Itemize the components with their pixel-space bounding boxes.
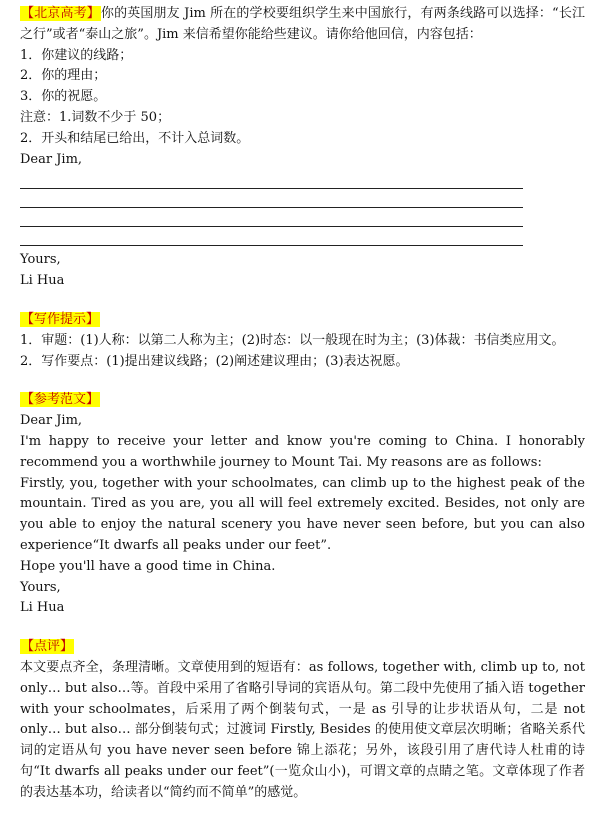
task-greeting: Dear Jim, xyxy=(20,151,83,167)
sample-paragraph-2: Firstly, you, together with your schoolmates, can climb up to the highest peak of the mountain. Tired as you are, you all will feel extremely excited. Besides, not only are you able to enjoy the natural scenery you have never seen before, but you can also experience“It dwarfs all peaks under our feet”. xyxy=(20,475,585,553)
review-heading xyxy=(20,637,585,658)
task-note: 注意：1.词数不少于 50； xyxy=(20,109,171,125)
task-point: 3．你的祝愿。 xyxy=(20,89,107,105)
section-gap xyxy=(20,372,585,390)
sample-greeting: Dear Jim, xyxy=(20,413,83,429)
answer-line xyxy=(20,189,523,208)
section-gap xyxy=(20,619,585,637)
task-source-tag: 【北京高考】 xyxy=(21,6,100,21)
sample-tag: 【参考范文】 xyxy=(21,392,100,408)
task-signature: Li Hua xyxy=(20,273,65,289)
sample-signature: Li Hua xyxy=(20,600,65,616)
answer-line xyxy=(20,170,523,189)
sample-essay xyxy=(20,390,585,619)
tips-tag: 【写作提示】 xyxy=(21,311,100,327)
review-tag: 【点评】 xyxy=(21,639,74,655)
sample-closing: Yours, xyxy=(20,579,61,595)
review-text: 本文要点齐全，条理清晰。文章使用到的短语有：as follows, together with, climb up to, not only… but also…等。首段中采用了省略引导词的宾语从句。第二段中先使用了插入语 together with your schoolmates，后采用了两个倒装句式，一是 as 引导的让步状语从句，二是 not only… but also… 部分倒装句式；过渡词 Firstly, Besides 的使用使文章层次明晰；省略关系代词的定语从句 you have never seen before 锦上添花；另外，该段引用了唐代诗人杜甫的诗句“It dwarfs all peaks under our feet”(一览众山小)，可谓文章的点睛之笔。文章体现了作者的表达基本功，给读者以“简约而不简单”的感觉。 xyxy=(20,659,585,800)
sample-paragraph-3: Hope you'll have a good time in China. xyxy=(20,558,276,574)
task-point: 2．你的理由； xyxy=(20,68,107,84)
task-note: 2．开头和结尾已给出，不计入总词数。 xyxy=(20,130,250,146)
task-intro: 你的英国朋友 Jim 所在的学校要组织学生来中国旅行，有两条线路可以选择：“长江之行”或者“泰山之旅”。Jim 来信希望你能给些建议。请你给他回信，内容包括： xyxy=(20,6,585,42)
tips-heading xyxy=(20,310,585,331)
answer-line xyxy=(20,208,523,227)
section-gap xyxy=(20,292,585,310)
task-point: 1．你建议的线路； xyxy=(20,47,133,63)
sample-heading xyxy=(20,390,585,411)
tips-line: 1．审题：(1)人称：以第二人称为主；(2)时态：以一般现在时为主；(3)体裁：书信类应用文。 xyxy=(20,332,565,348)
answer-line xyxy=(20,227,523,246)
task-closing: Yours, xyxy=(20,252,61,268)
sample-paragraph-1: I'm happy to receive your letter and know you're coming to China. I honorably recommend you a worthwhile journey to Mount Tai. My reasons are as follows: xyxy=(20,433,585,470)
task-prompt xyxy=(20,4,585,46)
tips-line: 2．写作要点：(1)提出建议线路；(2)阐述建议理由；(3)表达祝愿。 xyxy=(20,353,409,369)
